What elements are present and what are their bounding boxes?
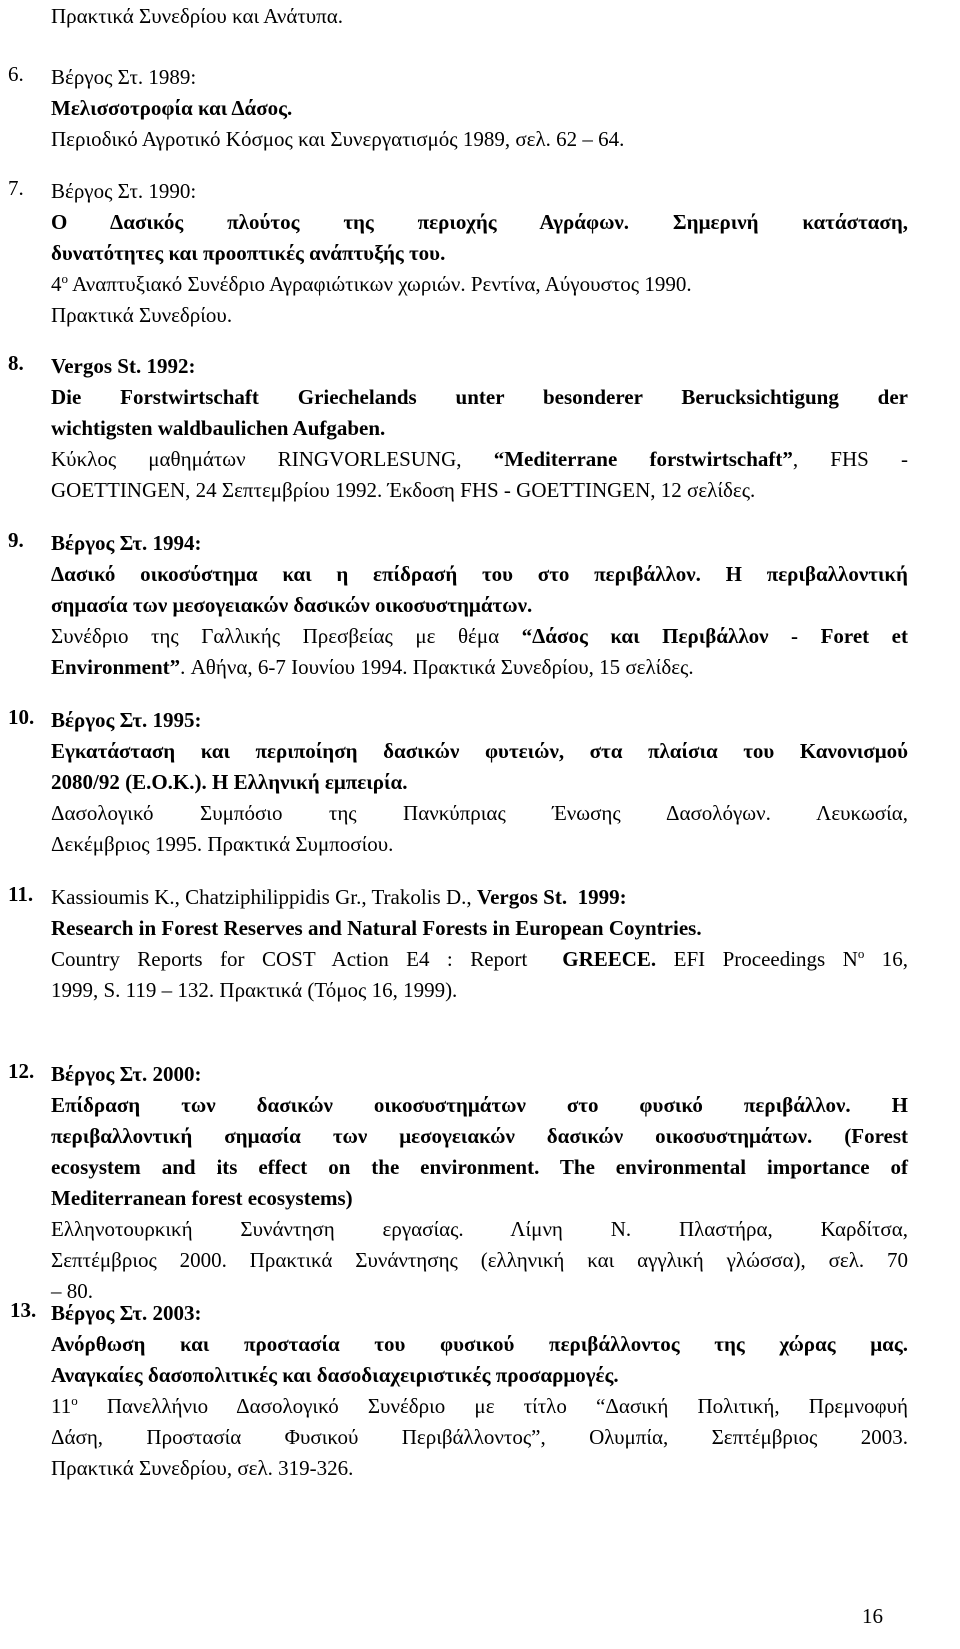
entry-number: 10. xyxy=(8,705,35,729)
entry-publication-line-1: Ελληνοτουρκική Συνάντηση εργασίας. Λίμνη Ν. Πλαστήρα, Καρδίτσα, xyxy=(51,1217,908,1241)
entry-publication-line-3: – 80. xyxy=(51,1279,93,1303)
entry-title-line-1: Ανόρθωση και προστασία του φυσικού περιβάλλοντος της χώρας μας. xyxy=(51,1332,908,1356)
entry-publication-line-1: Δασολογικό Συμπόσιο της Πανκύπριας Ένωσης Δασολόγων. Λευκωσία, xyxy=(51,801,908,825)
entry-author-year: Βέργος Στ. 1994: xyxy=(51,531,202,555)
entry-publication-line-1: Country Reports for COST Action E4 : Report GREECE. EFI Proceedings $N^o$ 16, xyxy=(51,946,909,971)
entry-title-line-3: ecosystem and its effect on the environment. The environmental importance of xyxy=(51,1155,908,1179)
entry-title-line-1: Die Forstwirtschaft Griechelands unter besonderer Berucksichtigung der xyxy=(51,385,908,409)
entry-number: 8. xyxy=(8,351,24,375)
page-number: 16 xyxy=(862,1604,883,1628)
entry-publication-line-2: GOETTINGEN, 24 Σεπτεμβρίου 1992. Έκδοση FHS - GOETTINGEN, 12 σελίδες. xyxy=(51,478,756,502)
entry-publication-line-2: Δεκέμβριος 1995. Πρακτικά Συμποσίου. xyxy=(51,832,394,856)
entry-author-year: Βέργος Στ. 1989: xyxy=(51,65,197,89)
entry-publication-line-2: Δάση, Προστασία Φυσικού Περιβάλλοντος”, Ολυμπία, Σεπτέμβριος 2003. xyxy=(51,1425,908,1449)
entry-title-line-1: Εγκατάσταση και περιποίηση δασικών φυτειών, στα πλαίσια του Κανονισμού xyxy=(51,739,908,763)
entry-title-line-4: Mediterranean forest ecosystems) xyxy=(51,1186,353,1210)
entry-title-line-1: Δασικό οικοσύστημα και η επίδρασή του στο περιβάλλον. Η περιβαλλοντική xyxy=(51,562,908,586)
entry-author-year: Βέργος Στ. 1995: xyxy=(51,708,202,732)
section-trailing-line: Πρακτικά Συνεδρίου και Ανάτυπα. xyxy=(51,4,344,28)
entry-title-line-1: Επίδραση των δασικών οικοσυστημάτων στο φυσικό περιβάλλον. Η xyxy=(51,1093,908,1117)
entry-author-year: Βέργος Στ. 2003: xyxy=(51,1301,202,1325)
entry-number: 6. xyxy=(8,62,24,86)
entry-number: 11. xyxy=(8,882,34,906)
entry-number: 13. xyxy=(10,1298,37,1322)
entry-publication-line-2: 1999, S. 119 – 132. Πρακτικά (Τόμος 16, 1999). xyxy=(51,978,458,1002)
entry-author-year: Vergos St. 1992: xyxy=(51,354,196,378)
entry-title-line-2: σημασία των μεσογειακών δασικών οικοσυστημάτων. xyxy=(51,593,533,617)
entry-title-line-2: Αναγκαίες δασοπολιτικές και δασοδιαχειριστικές προσαρμογές. xyxy=(51,1363,619,1387)
entry-publication-line-1: Κύκλος μαθημάτων RINGVORLESUNG, “Mediterrane forstwirtschaft”, FHS - xyxy=(51,447,908,471)
entry-publication-line-2: Environment”. Αθήνα, 6-7 Ιουνίου 1994. Πρακτικά Συνεδρίου, 15 σελίδες. xyxy=(51,655,694,679)
entry-publication-line-1: $4^o$ Αναπτυξιακό Συνέδριο Αγραφιώτικων χωριών. Ρεντίνα, Αύγουστος 1990. xyxy=(51,271,692,296)
entry-number: 12. xyxy=(8,1059,35,1083)
entry-title-line-2: 2080/92 (Ε.Ο.Κ.). Η Ελληνική εμπειρία. xyxy=(51,770,408,794)
entry-publication-line-1: Συνέδριο της Γαλλικής Πρεσβείας με θέμα “Δάσος και Περιβάλλον - Foret et xyxy=(51,624,908,648)
entry-title-line-2: wichtigsten waldbaulichen Aufgaben. xyxy=(51,416,386,440)
entry-publication: Περιοδικό Αγροτικό Κόσμος και Συνεργατισμός 1989, σελ. 62 – 64. xyxy=(51,127,625,151)
entry-publication-line-2: Πρακτικά Συνεδρίου. xyxy=(51,303,233,327)
entry-author-year: Βέργος Στ. 1990: xyxy=(51,179,197,203)
entry-title-line-2: δυνατότητες και προοπτικές ανάπτυξής του. xyxy=(51,241,446,265)
entry-number: 7. xyxy=(8,176,24,200)
entry-number: 9. xyxy=(8,528,24,552)
entry-title-line-2: περιβαλλοντική σημασία των μεσογειακών δασικών οικοσυστημάτων. (Forest xyxy=(51,1124,908,1148)
entry-author-year: Kassioumis K., Chatziphilippidis Gr., Trakolis D., Vergos St. 1999: xyxy=(51,885,627,909)
entry-publication-line-3: Πρακτικά Συνεδρίου, σελ. 319-326. xyxy=(51,1456,354,1480)
entry-title: Research in Forest Reserves and Natural Forests in European Coyntries. xyxy=(51,916,702,940)
entry-publication-line-1: $11^o$ Πανελλήνιο Δασολογικό Συνέδριο με τίτλο “Δασική Πολιτική, Πρεμνοφυή xyxy=(51,1393,908,1418)
entry-author-year: Βέργος Στ. 2000: xyxy=(51,1062,202,1086)
entry-publication-line-2: Σεπτέμβριος 2000. Πρακτικά Συνάντησης (ελληνική και αγγλική γλώσσα), σελ. 70 xyxy=(51,1248,908,1272)
entry-title-line-1: Ο Δασικός πλούτος της περιοχής Αγράφων. Σημερινή κατάσταση, xyxy=(51,210,908,234)
entry-title: Μελισσοτροφία και Δάσος. xyxy=(51,96,293,120)
